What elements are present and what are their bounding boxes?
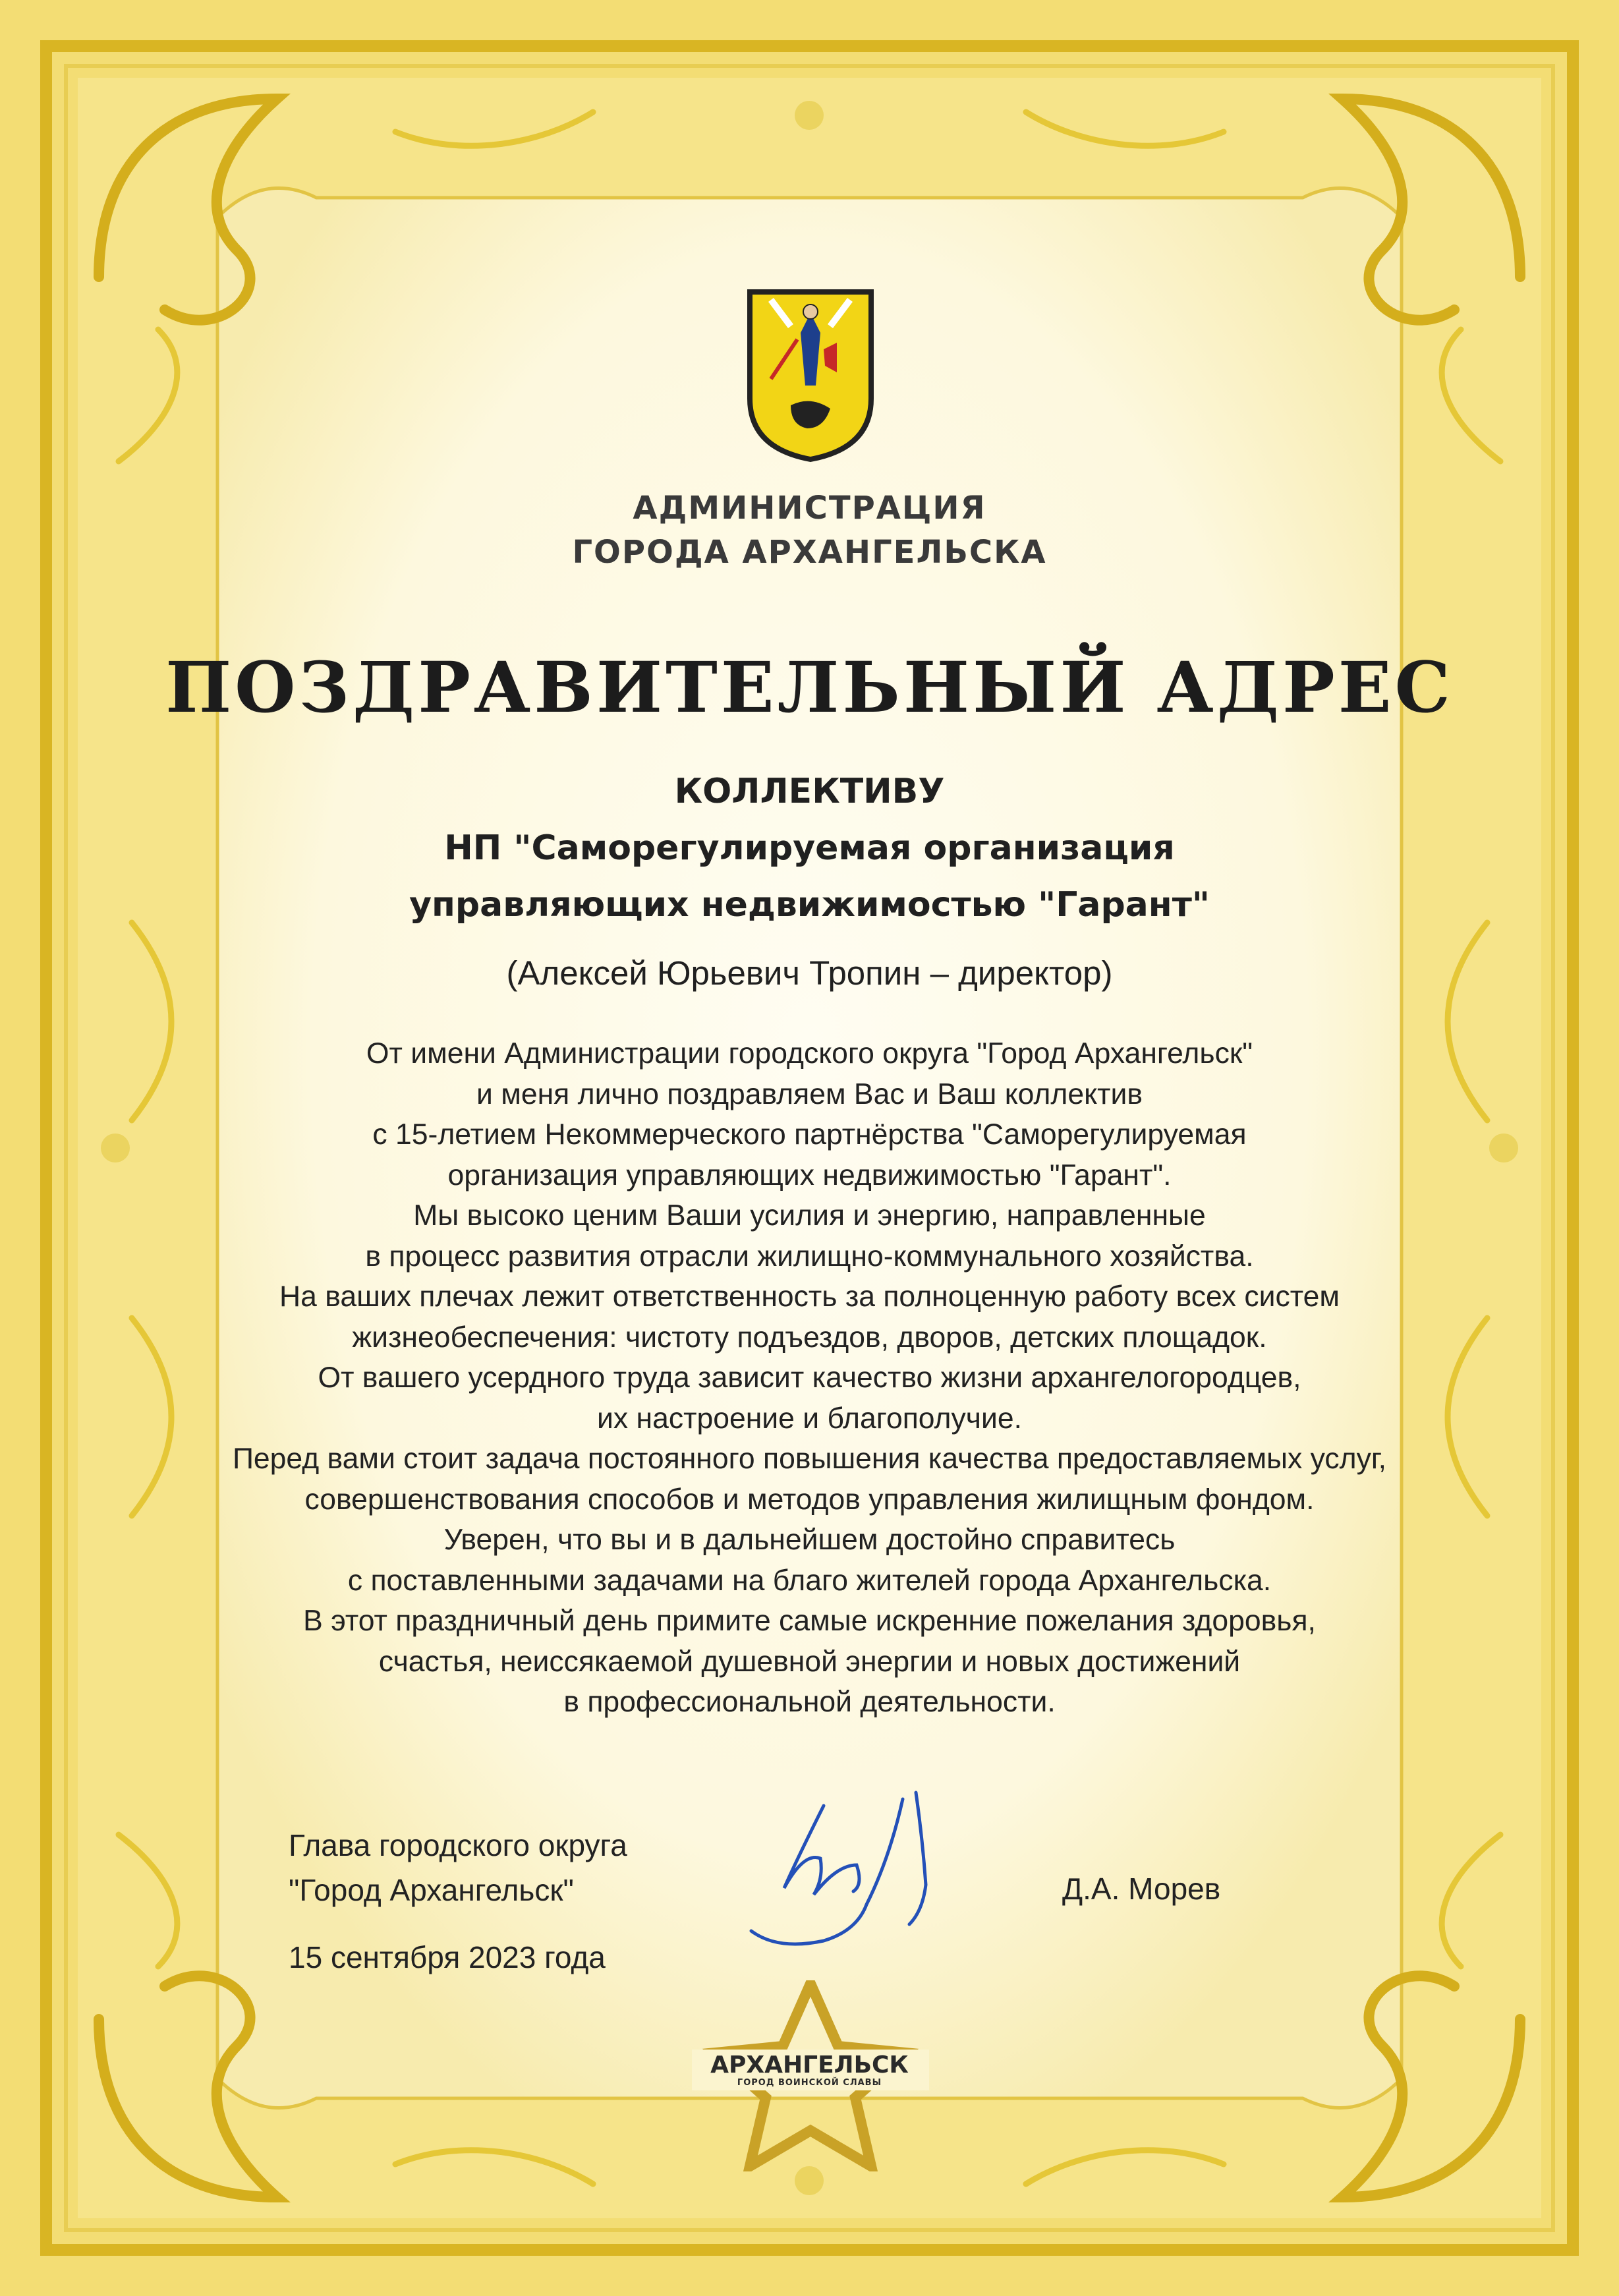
body-line: и меня лично поздравляем Вас и Ваш коллектив <box>476 1077 1143 1110</box>
org-name-line2: ГОРОДА АРХАНГЕЛЬСКА <box>572 534 1047 571</box>
body-line: Уверен, что вы и в дальнейшем достойно справитесь <box>443 1524 1176 1556</box>
body-line: От вашего усердного труда зависит качество жизни архангелогородцев, <box>318 1362 1301 1394</box>
body-line: В этот праздничный день примите самые искренние пожелания здоровья, <box>303 1605 1316 1637</box>
recipient-line1: КОЛЛЕКТИВУ <box>674 772 945 811</box>
recipient-line2: НП "Саморегулируемая организация <box>444 828 1175 868</box>
body-line: жизнеобеспечения: чистоту подъездов, дворов, детских площадок. <box>352 1321 1267 1354</box>
greeting-body <box>0 1033 1619 1723</box>
body-line: Мы высоко ценим Ваши усилия и энергию, направленные <box>413 1199 1206 1232</box>
org-name-line1: АДМИНИСТРАЦИЯ <box>633 490 986 527</box>
body-line: их настроение и благополучие. <box>597 1402 1022 1435</box>
recipient-line3: управляющих недвижимостью "Гарант" <box>409 885 1210 925</box>
handwritten-signature-icon <box>725 1779 1002 1957</box>
document-title: ПОЗДРАВИТЕЛЬНЫЙ АДРЕС <box>165 646 1454 728</box>
emblem-text: АРХАНГЕЛЬСК <box>710 2052 909 2079</box>
body-line: счастья, неиссякаемой душевной энергии и новых достижений <box>378 1645 1241 1678</box>
body-line: с 15-летием Некоммерческого партнёрства "Саморегулируемая <box>372 1118 1247 1151</box>
signatory-position-line1: Глава городского округа <box>289 1828 627 1862</box>
emblem-subtext: ГОРОД ВОИНСКОЙ СЛАВЫ <box>737 2078 882 2088</box>
body-line: в профессиональной деятельности. <box>563 1686 1056 1718</box>
document-date: 15 сентября 2023 года <box>289 1940 606 1974</box>
coat-of-arms-icon <box>745 287 876 465</box>
body-line: Перед вами стоит задача постоянного повышения качества предоставляемых услуг, <box>232 1443 1387 1475</box>
body-line: в процесс развития отрасли жилищно-коммунального хозяйства. <box>365 1240 1254 1273</box>
body-line: организация управляющих недвижимостью "Гарант". <box>447 1159 1172 1191</box>
body-line: На ваших плечах лежит ответственность за полноценную работу всех систем <box>279 1280 1340 1313</box>
body-line: От имени Администрации городского округа "Город Архангельск" <box>366 1037 1253 1070</box>
body-line: с поставленными задачами на благо жителей города Архангельска. <box>347 1564 1272 1597</box>
body-line: совершенствования способов и методов управления жилищным фондом. <box>304 1483 1315 1516</box>
signatory-position-line2: "Город Архангельск" <box>289 1873 574 1907</box>
recipient-director: (Алексей Юрьевич Тропин – директор) <box>506 954 1113 992</box>
signatory-name: Д.А. Морев <box>1062 1872 1221 1906</box>
